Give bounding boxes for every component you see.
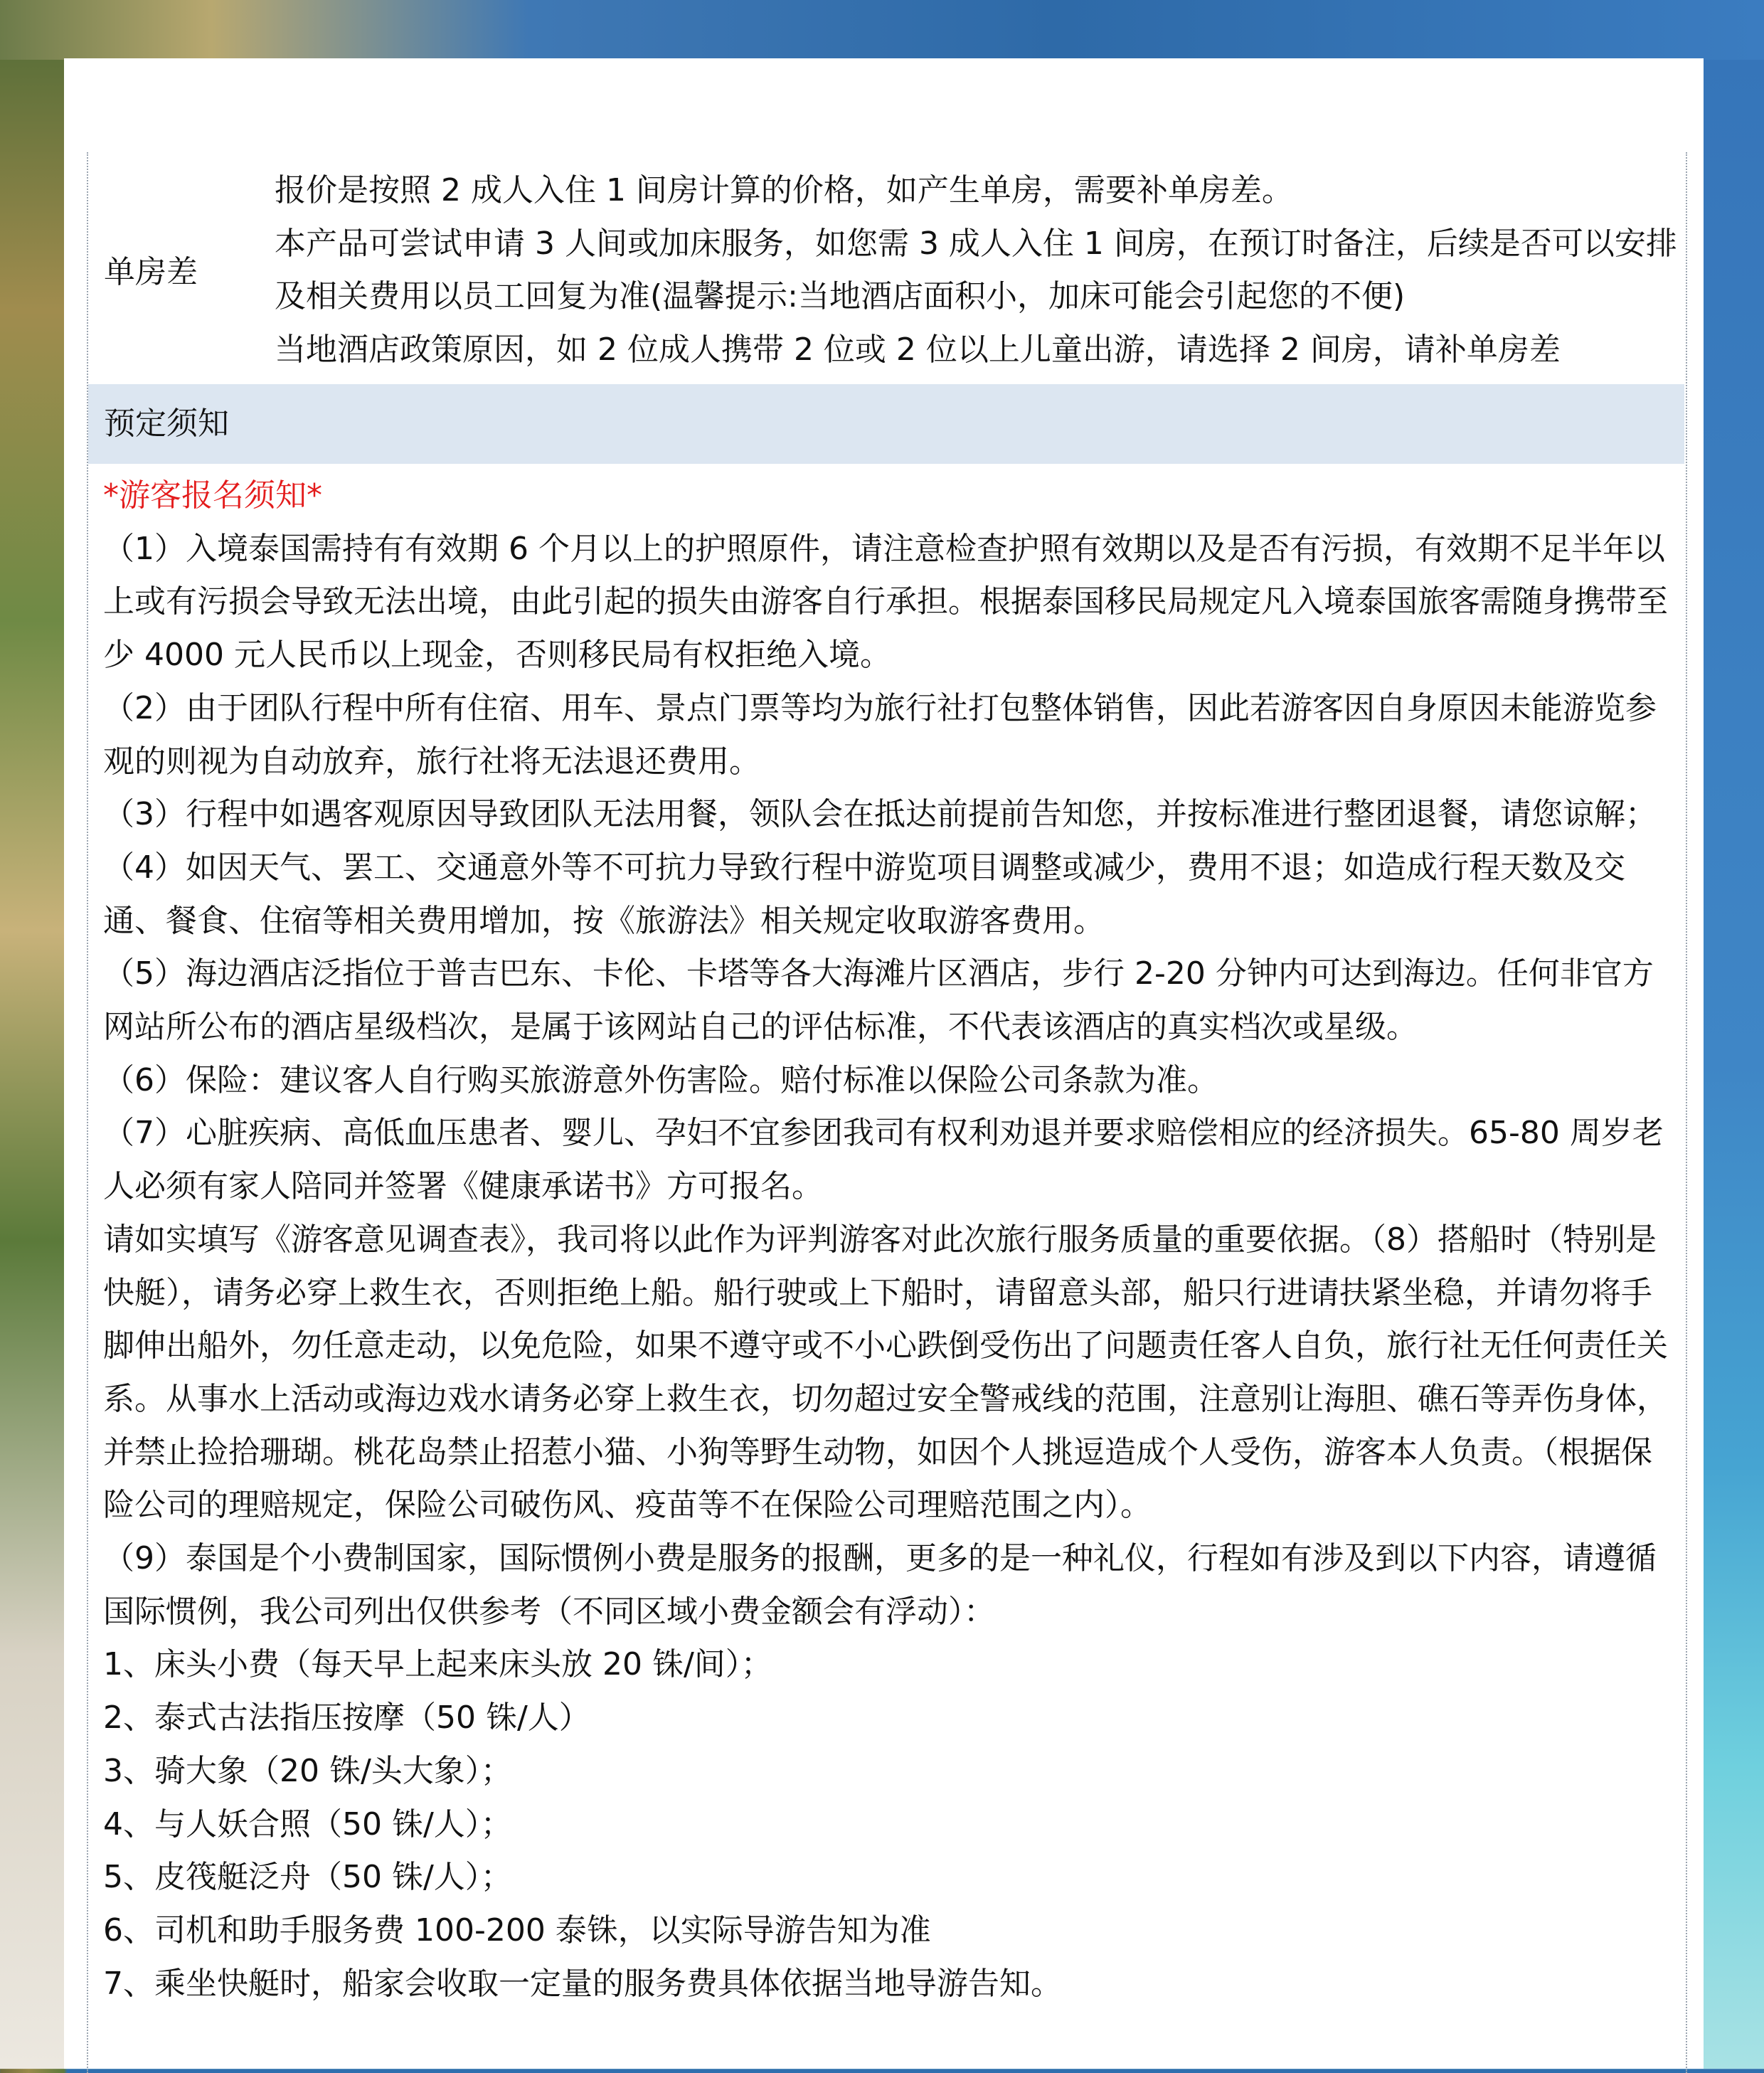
single-room-line: 本产品可尝试申请 3 人间或加床服务，如您需 3 成人入住 1 间房，在预订时备注，后续是否可以安排及相关费用以员工回复为准(温馨提示:当地酒店面积小，加床可能会引起您的不便)	[275, 225, 1677, 314]
tip-item: 3、骑大象（20 铢/头大象）；	[103, 1752, 512, 1789]
single-room-label: 单房差	[104, 253, 198, 290]
note-paragraph: （6）保险：建议客人自行购买旅游意外伤害险。赔付标准以保险公司条款为准。	[103, 1061, 1218, 1098]
tip-item: 4、与人妖合照（50 铢/人）；	[103, 1806, 512, 1843]
note-paragraph: 请如实填写《游客意见调查表》，我司将以此作为评判游客对此次旅行服务质量的重要依据。（8）搭船时（特别是快艇），请务必穿上救生衣，否则拒绝上船。船行驶或上下船时，请留意头部，船只行进请扶紧坐稳，并请勿将手脚伸出船外，勿任意走动，以免危险，如果不遵守或不小心跌倒受伤出了问题责任客人自负，旅行社无任何责任关系。从事水上活动或海边戏水请务必穿上救生衣，切勿超过安全警戒线的范围，注意别让海胆、礁石等弄伤身体，并禁止捡拾珊瑚。桃花岛禁止招惹小猫、小狗等野生动物，如因个人挑逗造成个人受伤，游客本人负责。（根据保险公司的理赔规定，保险公司破伤风、疫苗等不在保险公司理赔范围之内）。	[103, 1221, 1668, 1524]
background-palm	[0, 0, 65, 2069]
background-sky	[0, 0, 1764, 60]
booking-notes	[103, 470, 1679, 2010]
section-header	[88, 384, 1684, 464]
tip-item: 6、司机和助手服务费 100-200 泰铢，以实际导游告知为准	[103, 1912, 931, 1949]
background-ocean	[1701, 60, 1764, 2069]
note-paragraph: （1）入境泰国需持有有效期 6 个月以上的护照原件，请注意检查护照有效期以及是否有污损，有效期不足半年以上或有污损会导致无法出境，由此引起的损失由游客自行承担。根据泰国移民局规定凡入境泰国旅客需随身携带至少 4000 元人民币以上现金，否则移民局有权拒绝入境。	[103, 530, 1668, 674]
tip-item: 1、床头小费（每天早上起来床头放 20 铢/间）；	[103, 1646, 772, 1683]
tip-item: 5、皮筏艇泛舟（50 铢/人）；	[103, 1859, 512, 1896]
tip-item: 7、乘坐快艇时，船家会收取一定量的服务费具体依据当地导游告知。	[103, 1965, 1062, 2002]
note-paragraph: （7）心脏疾病、高低血压患者、婴儿、孕妇不宜参团我司有权利劝退并要求赔偿相应的经济损失。65-80 周岁老人必须有家人陪同并签署《健康承诺书》方可报名。	[103, 1115, 1664, 1205]
section-title: 预定须知	[104, 405, 229, 442]
single-room-line: 当地酒店政策原因，如 2 位成人携带 2 位或 2 位以上儿童出游，请选择 2 间房，请补单房差	[275, 331, 1561, 368]
tip-item: 2、泰式古法指压按摩（50 铢/人）	[103, 1700, 590, 1737]
single-room-details	[275, 164, 1690, 376]
note-paragraph: （9）泰国是个小费制国家，国际惯例小费是服务的报酬，更多的是一种礼仪，行程如有涉及到以下内容，请遵循国际惯例，我公司列出仅供参考（不同区域小费金额会有浮动）：	[103, 1540, 1657, 1630]
content-panel	[64, 58, 1704, 2069]
note-paragraph: （5）海边酒店泛指位于普吉巴东、卡伦、卡塔等各大海滩片区酒店，步行 2-20 分钟内可达到海边。任何非官方网站所公布的酒店星级档次，是属于该网站自己的评估标准，不代表该酒店的真实档次或星级。	[103, 955, 1654, 1046]
notes-subtitle: *游客报名须知*	[103, 477, 322, 514]
note-paragraph: （4）如因天气、罢工、交通意外等不可抗力导致行程中游览项目调整或减少，费用不退；如造成行程天数及交通、餐食、住宿等相关费用增加，按《旅游法》相关规定收取游客费用。	[103, 849, 1625, 939]
single-room-row	[88, 153, 1684, 384]
note-paragraph: （3）行程中如遇客观原因导致团队无法用餐，领队会在抵达前提前告知您，并按标准进行整团退餐，请您谅解；	[103, 796, 1657, 833]
note-paragraph: （2）由于团队行程中所有住宿、用车、景点门票等均为旅行社打包整体销售，因此若游客因自身原因未能游览参观的则视为自动放弃，旅行社将无法退还费用。	[103, 689, 1657, 780]
single-room-line: 报价是按照 2 成人入住 1 间房计算的价格，如产生单房，需要补单房差。	[275, 172, 1293, 208]
